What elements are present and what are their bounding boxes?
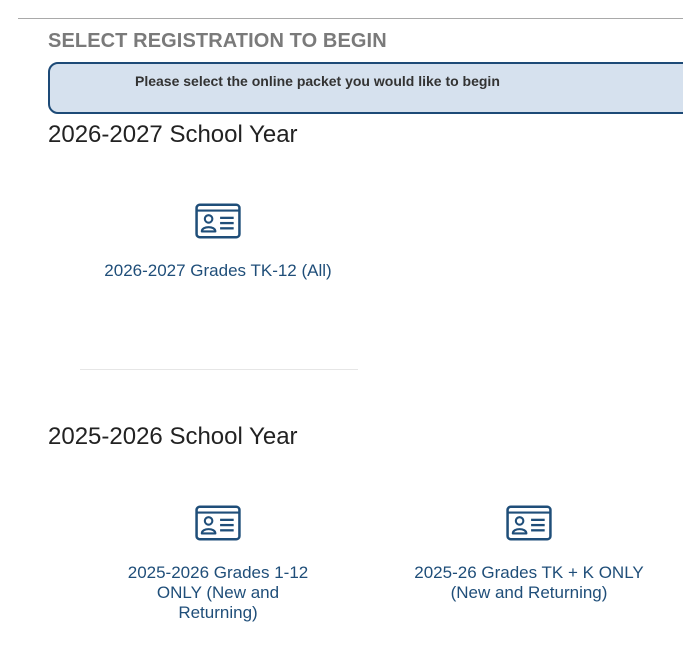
packet-2025-2026-grades-1-12[interactable] [73, 505, 363, 623]
packet-label[interactable]: 2026-2027 Grades TK-12 (All) [104, 261, 332, 280]
id-card-icon [195, 203, 241, 239]
id-card-icon [195, 505, 241, 541]
section-heading-2025-2026: 2025-2026 School Year [48, 423, 298, 450]
section-heading-2026-2027: 2026-2027 School Year [48, 121, 298, 148]
id-card-icon [506, 505, 552, 541]
instruction-text: Please select the online packet you would like to begin [135, 73, 500, 89]
top-divider [18, 18, 683, 19]
section-divider [80, 369, 358, 370]
packet-2025-26-grades-tk-k[interactable] [384, 505, 674, 603]
packet-label[interactable]: 2025-26 Grades TK + K ONLY (New and Returning) [414, 563, 644, 602]
instruction-banner [48, 62, 683, 114]
page-title: SELECT REGISTRATION TO BEGIN [48, 30, 387, 52]
packet-label[interactable]: 2025-2026 Grades 1-12 ONLY (New and Returning) [127, 563, 309, 622]
packet-2026-2027-grades-tk-12[interactable] [73, 203, 363, 281]
